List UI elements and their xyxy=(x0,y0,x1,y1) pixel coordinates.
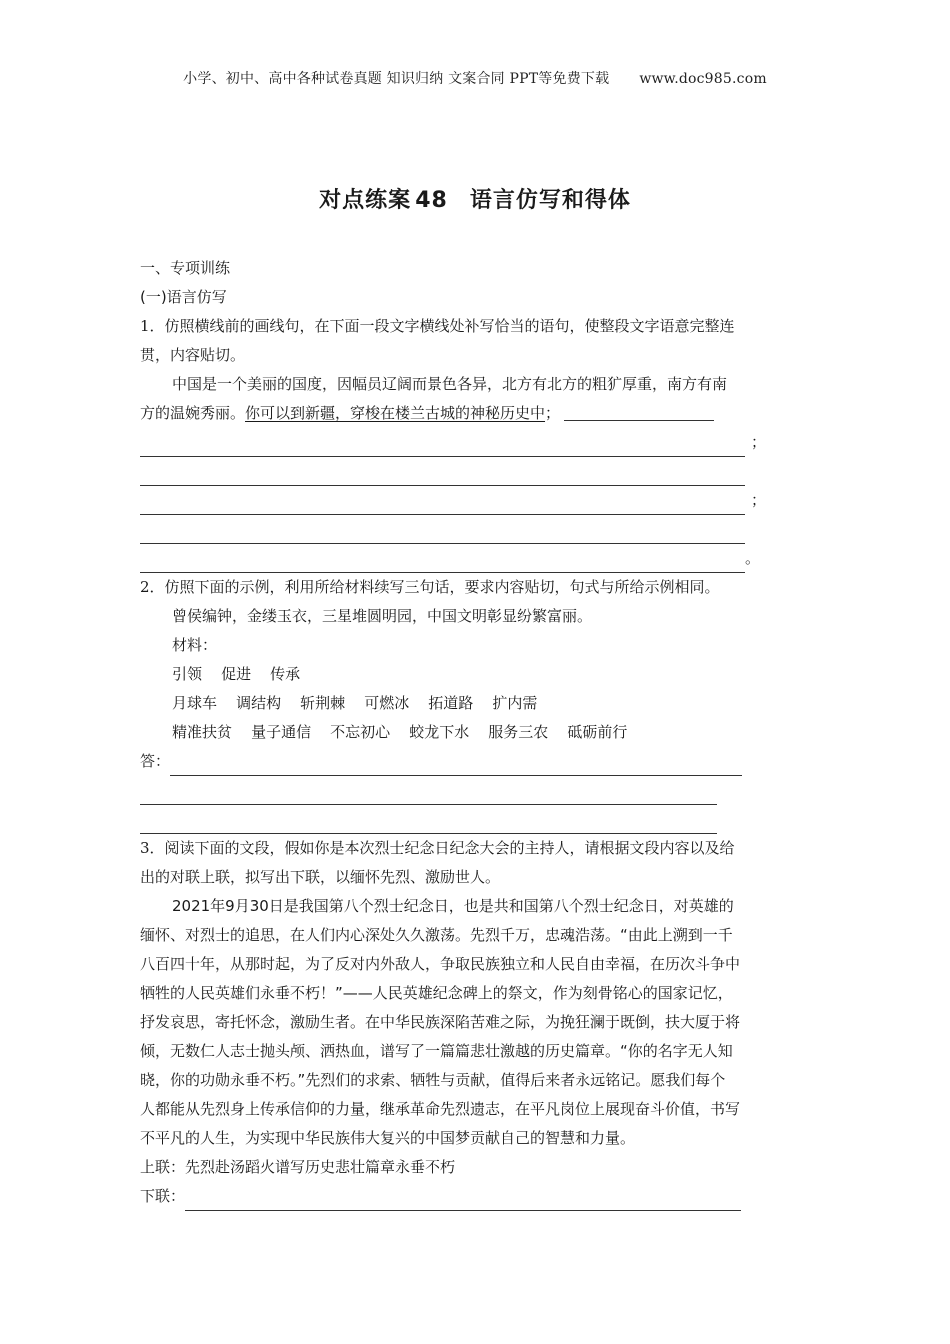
q2-prompt: 2．仿照下面的示例，利用所给材料续写三句话，要求内容贴切，句式与所给示例相同。 xyxy=(140,578,720,596)
q1-passage-line-2 xyxy=(140,399,808,428)
q1-answer-blank-1[interactable] xyxy=(564,402,714,421)
section-subheading: (一)语言仿写 xyxy=(140,288,227,306)
q1-prompt-line-1: 1．仿照横线前的画线句，在下面一段文字横线处补写恰当的语句，使整段文字语意完整连 xyxy=(140,317,735,335)
q3-passage-line-3: 八百四十年，从那时起，为了反对内外敌人，争取民族独立和人民自由幸福，在历次斗争中 xyxy=(140,955,741,973)
q1-passage-text: 方的温婉秀丽。 xyxy=(140,404,246,422)
q2-materials-row-1: 月球车 调结构 斩荆棘 可燃冰 拓道路 扩内需 xyxy=(172,694,538,712)
q2-answer-row-1 xyxy=(140,747,808,776)
title-number: 48 xyxy=(415,188,448,213)
q3-passage-line-1: 2021年9月30日是我国第八个烈士纪念日，也是共和国第八个烈士纪念日，对英雄的 xyxy=(172,897,734,915)
q1-answer-blank-4[interactable] xyxy=(140,496,745,515)
q2-example: 曾侯编钟，金缕玉衣，三星堆圆明园，中国文明彰显纷繁富丽。 xyxy=(172,607,593,625)
q3-upper-couplet: 上联：先烈赴汤蹈火谱写历史悲壮篇章永垂不朽 xyxy=(140,1158,456,1176)
q2-answer-blank-1[interactable] xyxy=(170,757,742,776)
q3-passage-line-9: 不平凡的人生，为实现中华民族伟大复兴的中国梦贡献自己的智慧和力量。 xyxy=(140,1129,636,1147)
q1-answer-row-4 xyxy=(140,486,808,515)
q1-answer-blank-2[interactable] xyxy=(140,438,745,457)
title-prefix: 对点练案 xyxy=(319,188,412,213)
q3-passage-line-4: 牺牲的人民英雄们永垂不朽！”——人民英雄纪念碑上的祭文，作为刻骨铭心的国家记忆， xyxy=(140,984,733,1002)
q1-row-6-period: 。 xyxy=(745,549,761,567)
q3-passage-line-7: 晓，你的功勋永垂不朽。”先烈们的求索、牺牲与贡献，值得后来者永远铭记。愿我们每个 xyxy=(140,1071,726,1089)
section-heading: 一、专项训练 xyxy=(140,259,231,277)
q1-answer-row-5 xyxy=(140,515,808,544)
q2-answer-row-2 xyxy=(140,776,808,805)
document-body xyxy=(140,254,808,1211)
q1-answer-blank-6[interactable] xyxy=(140,554,745,573)
q1-answer-row-2 xyxy=(140,428,808,457)
q3-lower-couplet-blank[interactable] xyxy=(185,1192,741,1211)
q1-passage-line-1: 中国是一个美丽的国度，因幅员辽阔而景色各异，北方有北方的粗犷厚重，南方有南 xyxy=(172,375,728,393)
title-name: 语言仿写和得体 xyxy=(469,188,631,213)
q3-lower-label: 下联： xyxy=(140,1187,186,1205)
question-3 xyxy=(140,834,808,1211)
q1-answer-row-6 xyxy=(140,544,808,573)
question-2 xyxy=(140,573,808,834)
q1-row-4-semicolon: ； xyxy=(751,491,767,509)
q2-answer-blank-2[interactable] xyxy=(140,786,717,805)
q3-passage-line-8: 人都能从先烈身上传承信仰的力量，继承革命先烈遗志，在平凡岗位上展现奋斗价值，书写 xyxy=(140,1100,741,1118)
q2-answer-label: 答： xyxy=(140,752,171,770)
page-title xyxy=(0,183,950,214)
q2-materials-row-2: 精准扶贫 量子通信 不忘初心 蛟龙下水 服务三农 砥砺前行 xyxy=(172,723,628,741)
header-text: 小学、初中、高中各种试卷真题 知识归纳 文案合同 PPT等免费下载 xyxy=(183,71,610,87)
q2-answer-blank-3[interactable] xyxy=(140,815,717,834)
header-site: www.doc985.com xyxy=(639,71,767,87)
q1-answer-row-3 xyxy=(140,457,808,486)
q2-material-label: 材料： xyxy=(172,636,218,654)
q1-prompt-line-2: 贯，内容贴切。 xyxy=(140,346,246,364)
q3-passage-line-5: 抒发哀思，寄托怀念，激励生者。在中华民族深陷苦难之际，为挽狂澜于既倒，扶大厦于将 xyxy=(140,1013,741,1031)
q1-semicolon: ； xyxy=(545,404,561,422)
q2-answer-row-3 xyxy=(140,805,808,834)
q1-answer-blank-5[interactable] xyxy=(140,525,745,544)
page-header xyxy=(0,68,950,88)
question-1 xyxy=(140,312,808,573)
q3-passage-line-6: 倾，无数仁人志士抛头颅、洒热血，谱写了一篇篇悲壮激越的历史篇章。“你的名字无人知 xyxy=(140,1042,733,1060)
q1-row-2-semicolon: ； xyxy=(751,433,767,451)
q2-verbs: 引领 促进 传承 xyxy=(172,665,301,683)
q1-underlined-sentence: 你可以到新疆，穿梭在楼兰古城的神秘历史中 xyxy=(245,404,546,422)
q1-answer-blank-3[interactable] xyxy=(140,467,745,486)
q3-passage-line-2: 缅怀、对烈士的追思，在人们内心深处久久激荡。先烈千万，忠魂浩荡。“由此上溯到一千 xyxy=(140,926,733,944)
q3-lower-couplet-row xyxy=(140,1182,808,1211)
q3-prompt-line-2: 出的对联上联，拟写出下联，以缅怀先烈、激励世人。 xyxy=(140,868,501,886)
q3-prompt-line-1: 3．阅读下面的文段，假如你是本次烈士纪念日纪念大会的主持人，请根据文段内容以及给 xyxy=(140,839,735,857)
